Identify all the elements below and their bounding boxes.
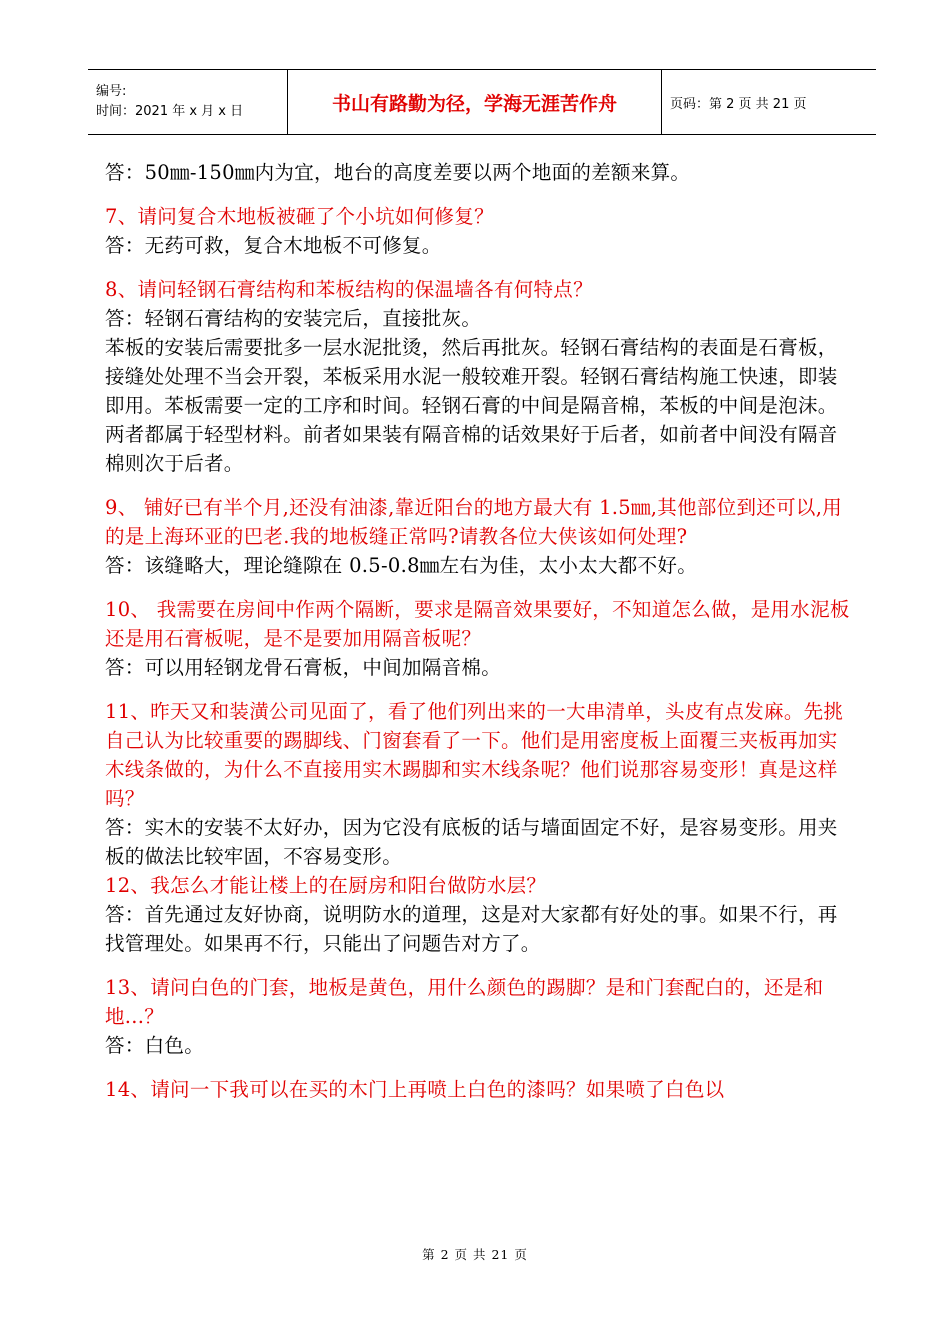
- document-body: [105, 158, 855, 1104]
- question-paragraph: 11、昨天又和装潢公司见面了，看了他们列出来的一大串清单，头皮有点发麻。先挑自己认为比较重要的踢脚线、门窗套看了一下。他们是用密度板上面覆三夹板再加实木线条做的，为什么不直接用实木踢脚和实木线条呢？他们说那容易变形！真是这样吗？: [105, 700, 844, 810]
- question-paragraph: 13、请问白色的门套，地板是黄色，用什么颜色的踢脚？是和门套配白的，还是和地...？: [105, 976, 824, 1028]
- question-paragraph: 7、请问复合木地板被砸了个小坑如何修复？: [105, 205, 494, 228]
- question-paragraph: 10、 我需要在房间中作两个隔断，要求是隔音效果要好，不知道怎么做，是用水泥板还是用石膏板呢，是不是要加用隔音板呢？: [105, 598, 850, 650]
- answer-paragraph: 答：可以用轻钢龙骨石膏板，中间加隔音棉。: [105, 656, 502, 679]
- page-footer: 第 2 页 共 21 页: [422, 1247, 528, 1262]
- answer-paragraph: 苯板的安装后需要批多一层水泥批烫，然后再批灰。轻钢石膏结构的表面是石膏板，接缝处处理不当会开裂，苯板采用水泥一般较难开裂。轻钢石膏结构施工快速，即装即用。苯板需要一定的工序和时间。轻钢石膏的中间是隔音棉，苯板的中间是泡沫。两者都属于轻型材料。前者如果装有隔音棉的话效果好于后者，如前者中间没有隔音棉则次于后者。: [105, 336, 838, 475]
- question-paragraph: 12、我怎么才能让楼上的在厨房和阳台做防水层？: [105, 874, 547, 897]
- answer-paragraph: 答：该缝略大，理论缝隙在 0.5-0.8㎜左右为佳，太小太大都不好。: [105, 554, 698, 577]
- answer-paragraph: 答：无药可救，复合木地板不可修复。: [105, 234, 442, 257]
- header-motto-cell: [288, 70, 662, 134]
- header-meta-cell: [88, 70, 288, 134]
- header-page-cell: [662, 70, 876, 134]
- question-paragraph: 9、 铺好已有半个月,还没有油漆,靠近阳台的地方最大有 1.5㎜,其他部位到还可以,用的是上海环亚的巴老.我的地板缝正常吗?请教各位大侠该如何处理?: [105, 496, 843, 548]
- answer-paragraph: 答：实木的安装不太好办，因为它没有底板的话与墙面固定不好，是容易变形。用夹板的做法比较牢固，不容易变形。: [105, 816, 838, 868]
- answer-paragraph: 答：50㎜-150㎜内为宜，地台的高度差要以两个地面的差额来算。: [105, 161, 691, 184]
- answer-paragraph: 答：白色。: [105, 1034, 205, 1057]
- page-number-label: 页码：第 2 页 共 21 页: [670, 96, 807, 112]
- answer-paragraph: 答：首先通过友好协商，说明防水的道理，这是对大家都有好处的事。如果不行，再找管理处。如果再不行，只能出了问题告对方了。: [105, 903, 838, 955]
- answer-paragraph: 答：轻钢石膏结构的安装完后，直接批灰。: [105, 307, 482, 330]
- page-header: [88, 69, 876, 135]
- question-paragraph: 8、请问轻钢石膏结构和苯板结构的保温墙各有何特点？: [105, 278, 593, 301]
- motto: 书山有路勤为径，学海无涯苦作舟: [331, 92, 617, 115]
- serial-label: 编号:: [96, 84, 127, 99]
- question-paragraph: 14、请问一下我可以在买的木门上再喷上白色的漆吗？如果喷了白色以: [105, 1078, 725, 1101]
- time-label: 时间：2021 年 x 月 x 日: [96, 104, 244, 119]
